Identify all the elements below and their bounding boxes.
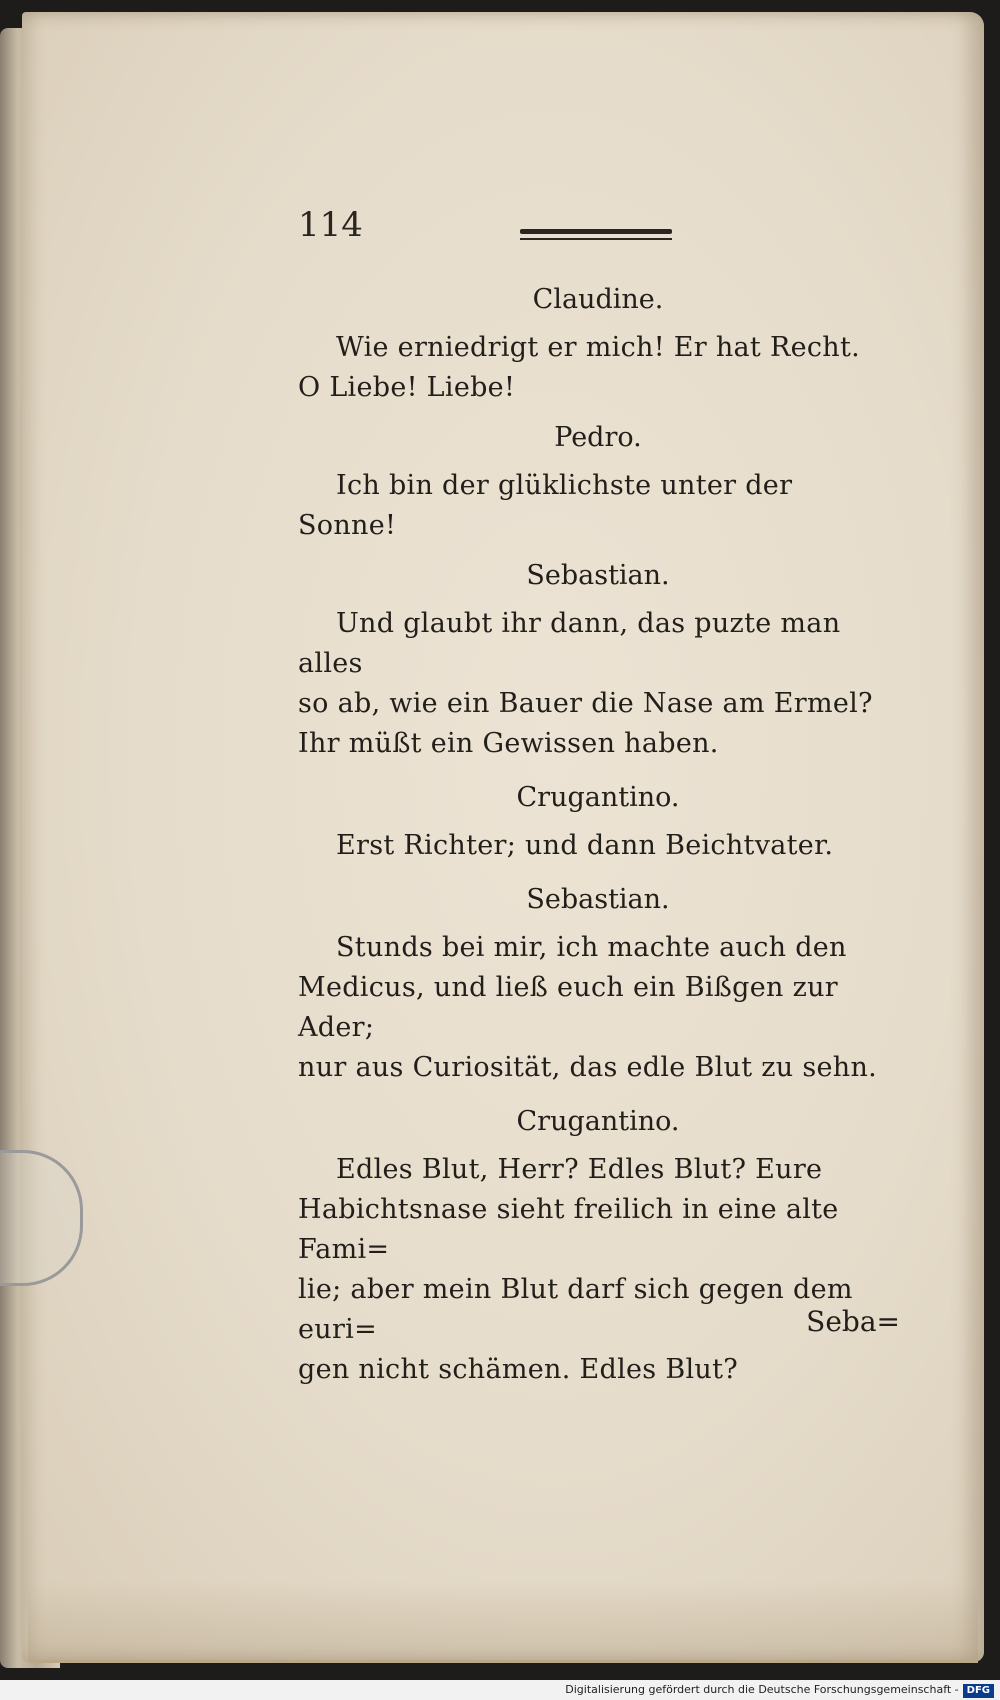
page-number: 114: [298, 205, 363, 245]
dialogue-line: Ihr müßt ein Gewissen haben.: [298, 728, 719, 759]
dialogue-line: Erst Richter; und dann Beichtvater.: [336, 830, 834, 861]
header-rule-thin: [520, 238, 672, 240]
dialogue-line: lie; aber mein Blut darf sich gegen dem euri=: [298, 1274, 853, 1345]
speaker-name: Crugantino.: [516, 782, 680, 813]
dialogue-line: Ich bin der glüklichste unter der Sonne!: [298, 470, 793, 541]
dialogue-line: nur aus Curiosität, das edle Blut zu sehn.: [298, 1052, 878, 1083]
page-header: [298, 205, 938, 245]
dialogue-line: gen nicht schämen. Edles Blut?: [298, 1354, 739, 1385]
catchword: Seba=: [806, 1305, 900, 1338]
footer-text: Digitalisierung gefördert durch die Deutsche Forschungsgemeinschaft -: [565, 1683, 959, 1696]
speaker-name: Pedro.: [554, 422, 642, 453]
dfg-logo-icon: DFG: [963, 1684, 994, 1698]
dialogue-line: Habichtsnase sieht freilich in eine alte Fami=: [298, 1194, 839, 1265]
dialogue-line: O Liebe! Liebe!: [298, 372, 516, 403]
dialogue-line: Stunds bei mir, ich machte auch den: [336, 932, 847, 963]
dialogue-line: so ab, wie ein Bauer die Nase am Ermel?: [298, 688, 873, 719]
digitization-footer: [0, 1680, 1000, 1700]
play-text: [298, 280, 898, 1390]
dialogue-line: Medicus, und ließ euch ein Bißgen zur Ader;: [298, 972, 838, 1043]
dialogue-line: Edles Blut, Herr? Edles Blut? Eure: [336, 1154, 823, 1185]
dialogue-line: Wie erniedrigt er mich! Er hat Recht.: [336, 332, 861, 363]
speaker-name: Sebastian.: [526, 560, 670, 591]
speaker-name: Crugantino.: [516, 1106, 680, 1137]
header-rule: [520, 229, 672, 234]
dialogue-line: Und glaubt ihr dann, das puzte man alles: [298, 608, 841, 679]
speaker-name: Claudine.: [532, 284, 664, 315]
speaker-name: Sebastian.: [526, 884, 670, 915]
page-bottom-edge: [28, 1580, 978, 1663]
